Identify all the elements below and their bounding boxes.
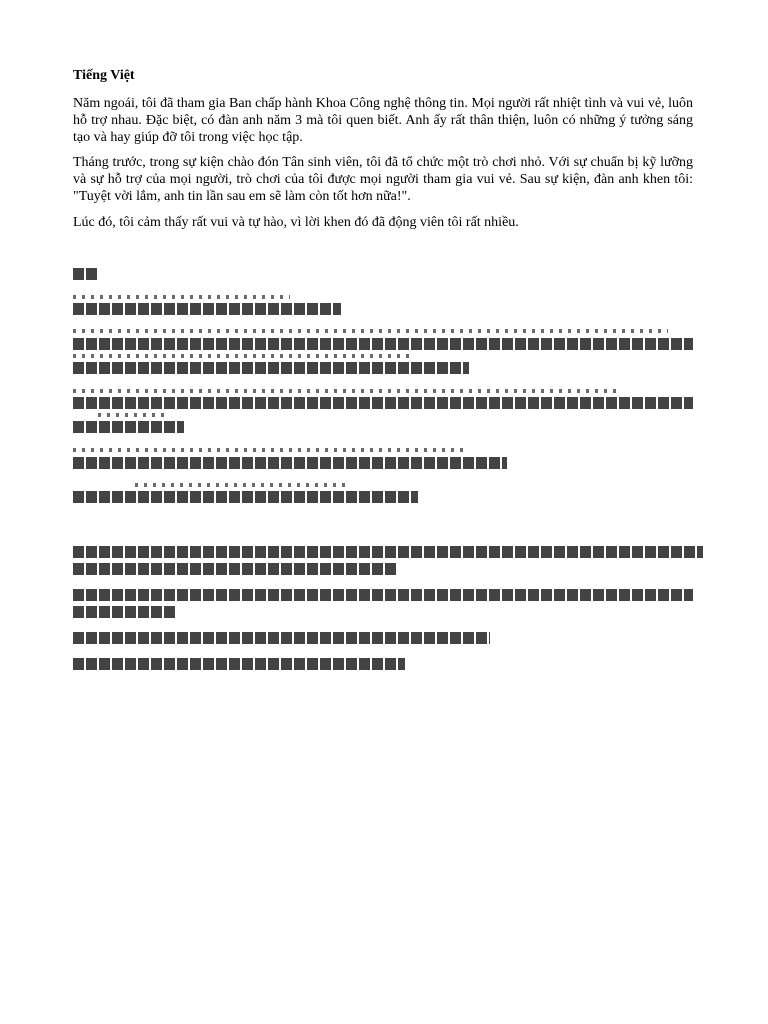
- furigana-line-placeholder: [73, 354, 410, 358]
- japanese-text-line-placeholder: [73, 491, 418, 503]
- cjk-text-line-placeholder: [73, 546, 703, 558]
- cjk-text-line-placeholder: [73, 658, 405, 670]
- section-heading-vietnamese: Tiếng Việt: [73, 68, 135, 83]
- japanese-text-line-placeholder: [73, 397, 693, 409]
- furigana-line-placeholder: [135, 483, 350, 487]
- furigana-line-placeholder: [73, 389, 616, 393]
- cjk-text-line-placeholder: [73, 606, 175, 618]
- cjk-text-line-placeholder: [73, 563, 396, 575]
- furigana-line-placeholder: [73, 329, 668, 333]
- furigana-line-placeholder: [73, 295, 290, 299]
- vietnamese-paragraph-3: Lúc đó, tôi cảm thấy rất vui và tự hào, vì lời khen đó đã động viên tôi rất nhiều.: [73, 215, 519, 230]
- japanese-text-line-placeholder: [73, 421, 184, 433]
- japanese-text-line-placeholder: [73, 303, 341, 315]
- vietnamese-paragraph-1: Năm ngoái, tôi đã tham gia Ban chấp hành Khoa Công nghệ thông tin. Mọi người rất nhiệt tình và vui vẻ, luôn hỗ trợ nhau. Đặc biệt, có đàn anh năm 3 mà tôi quen biết. Anh ấy rất thân thiện, luôn có những ý tưởng sáng tạo và hay giúp đỡ tôi trong việc học tập.: [73, 96, 693, 145]
- furigana-line-placeholder: [98, 413, 168, 417]
- japanese-text-line-placeholder: [73, 457, 507, 469]
- cjk-text-line-placeholder: [73, 589, 693, 601]
- japanese-heading-placeholder: [73, 268, 98, 280]
- japanese-text-line-placeholder: [73, 338, 693, 350]
- furigana-line-placeholder: [73, 448, 463, 452]
- cjk-text-line-placeholder: [73, 632, 490, 644]
- vietnamese-paragraph-2: Tháng trước, trong sự kiện chào đón Tân sinh viên, tôi đã tổ chức một trò chơi nhỏ. Với sự chuẩn bị kỹ lưỡng và sự hỗ trợ của mọi người, trò chơi của tôi được mọi người tham gia vui vẻ. Sau sự kiện, đàn anh khen tôi: "Tuyệt vời lắm, anh tin lần sau em sẽ làm còn tốt hơn nữa!".: [73, 155, 693, 204]
- japanese-text-line-placeholder: [73, 362, 469, 374]
